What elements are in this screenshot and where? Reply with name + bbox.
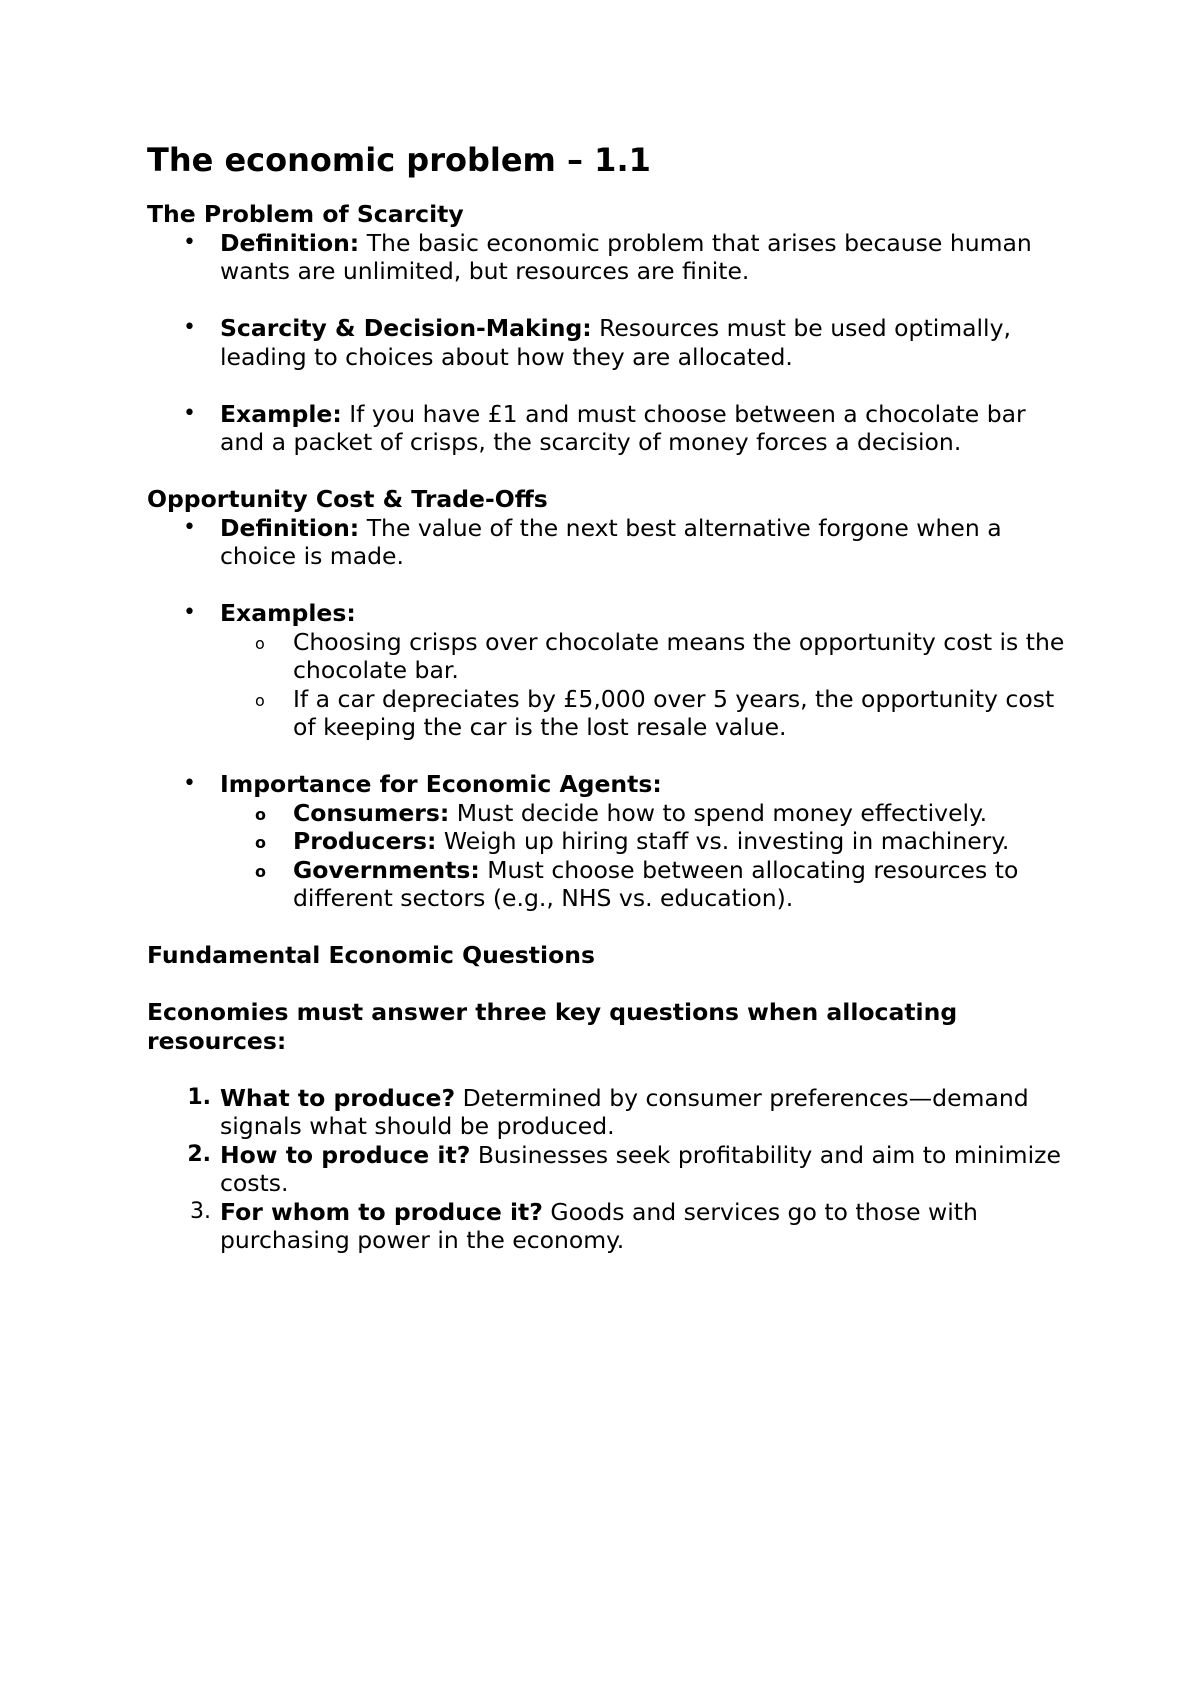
spacer: [147, 571, 1077, 600]
item-number: 3.: [190, 1198, 211, 1224]
opportunity-list: [147, 514, 1077, 913]
sub-bullet-icon: o: [255, 633, 265, 653]
numbered-item: [147, 1198, 1077, 1255]
examples-sublist: [220, 628, 1077, 742]
questions-intro: Economies must answer three key questions when allocating resources:: [147, 998, 958, 1055]
bullet-icon: •: [183, 771, 196, 796]
numbered-item: [147, 1141, 1077, 1198]
spacer: [147, 970, 1077, 999]
item-term: For whom to produce it?: [220, 1197, 543, 1226]
item-term: Example:: [220, 399, 342, 428]
item-term: Consumers:: [293, 798, 450, 827]
item-text: If you have £1 and must choose between a chocolate bar and a packet of crisps, the scarcity of money forces a decision.: [220, 399, 1026, 456]
spacer: [147, 1055, 1077, 1084]
item-text: Choosing crisps over chocolate means the opportunity cost is the chocolate bar.: [293, 627, 1065, 684]
list-item: [147, 400, 1077, 457]
scarcity-list: [147, 229, 1077, 457]
sub-list-item: [220, 827, 1077, 856]
section-heading-questions: Fundamental Economic Questions: [147, 941, 595, 969]
bullet-icon: •: [183, 514, 196, 540]
item-term: Definition:: [220, 513, 360, 542]
item-term: Examples:: [220, 599, 356, 627]
item-text: Goods and services go to those with purchasing power in the economy.: [220, 1197, 978, 1254]
item-text: Must choose between allocating resources to different sectors (e.g., NHS vs. education).: [293, 855, 1019, 912]
sub-list-item: [220, 856, 1077, 913]
spacer: [147, 742, 1077, 771]
bullet-icon: •: [183, 400, 196, 426]
agents-sublist: [220, 799, 1077, 913]
item-term: Producers:: [293, 827, 437, 855]
section-heading-opportunity: Opportunity Cost & Trade-Offs: [147, 485, 548, 513]
bullet-icon: •: [183, 600, 196, 625]
numbered-item: [147, 1084, 1077, 1141]
item-number: 2.: [187, 1141, 211, 1167]
sub-bullet-icon: o: [255, 861, 266, 881]
list-item: [147, 314, 1077, 371]
document-body: [147, 140, 1077, 1255]
list-item: [147, 599, 1077, 742]
item-text: Must decide how to spend money effectively.: [449, 798, 988, 827]
sub-bullet-icon: o: [255, 804, 266, 824]
spacer: [147, 371, 1077, 400]
item-text: Businesses seek profitability and aim to minimize costs.: [220, 1140, 1061, 1197]
spacer: [147, 913, 1077, 942]
item-number: 1.: [187, 1084, 211, 1110]
item-term: How to produce it?: [220, 1140, 471, 1169]
sub-list-item: [220, 799, 1077, 828]
sub-bullet-icon: o: [255, 833, 266, 852]
item-text: Weigh up hiring staff vs. investing in machinery.: [436, 827, 1010, 855]
item-text: If a car depreciates by £5,000 over 5 years, the opportunity cost of keeping the car is the lost resale value.: [293, 684, 1055, 741]
item-term: Importance for Economic Agents:: [220, 770, 662, 798]
bullet-icon: •: [183, 315, 196, 340]
list-item: [147, 229, 1077, 286]
item-text: Determined by consumer preferences—demand signals what should be produced.: [220, 1083, 1029, 1140]
sub-list-item: [220, 685, 1077, 742]
sub-bullet-icon: o: [255, 690, 265, 710]
bullet-icon: •: [183, 229, 196, 255]
section-heading-scarcity: The Problem of Scarcity: [147, 200, 464, 228]
sub-list-item: [220, 628, 1077, 685]
item-term: Governments:: [293, 855, 480, 884]
page-title: The economic problem – 1.1: [147, 141, 651, 179]
spacer: [147, 286, 1077, 315]
list-item: [147, 514, 1077, 571]
list-item: [147, 770, 1077, 913]
questions-list: [147, 1084, 1077, 1255]
item-term: What to produce?: [220, 1083, 456, 1112]
item-text: The basic economic problem that arises because human wants are unlimited, but resources are finite.: [220, 228, 1032, 285]
item-text: The value of the next best alternative forgone when a choice is made.: [220, 513, 1002, 570]
item-term: Scarcity & Decision-Making:: [220, 314, 592, 342]
spacer: [147, 457, 1077, 486]
item-term: Definition:: [220, 228, 360, 257]
item-text: Resources must be used optimally, leading to choices about how they are allocated.: [220, 314, 1011, 371]
